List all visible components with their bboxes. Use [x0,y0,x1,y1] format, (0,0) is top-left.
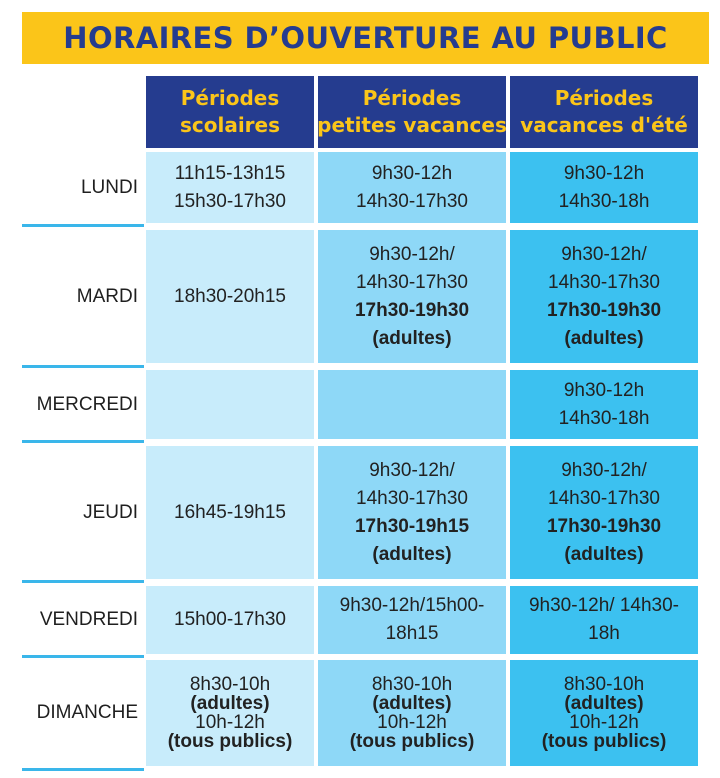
cell-jeudi-vacances-ete [510,446,698,579]
row-divider [22,224,144,227]
time-line: 18h15 [385,623,439,644]
day-label-dimanche: DIMANCHE [36,702,138,723]
time-line: 10h-12h [195,712,265,733]
column-header-petites-vacances [318,76,506,148]
time-line: 15h00-17h30 [174,609,286,630]
time-line: 14h30-17h30 [548,271,660,293]
adult-note: (adultes) [564,543,644,565]
day-label-mercredi: MERCREDI [36,393,138,415]
cell-dimanche-vacances-ete [510,660,698,766]
time-line: 8h30-10h [189,674,271,695]
column-header-line: vacances d'été [520,113,688,137]
adult-note: (adultes) [564,327,644,349]
row-divider [22,768,144,771]
adult-time-line: 17h30-19h30 [546,515,662,537]
column-header-line: Périodes [180,86,280,110]
adult-note: (adultes) [564,693,644,714]
adult-note: (adultes) [372,693,452,714]
cell-mardi-scolaires [146,230,314,363]
public-note: (tous publics) [167,731,293,752]
cell-lundi-scolaires [146,152,314,223]
time-line: 14h30-17h30 [548,487,660,509]
time-line: 9h30-12h/ [369,459,455,481]
adult-note: (adultes) [372,543,452,565]
time-line: 9h30-12h/ 14h30- [528,595,679,616]
cell-dimanche-petites-vacances [318,660,506,766]
time-line: 18h [588,623,620,644]
time-line: 14h30-17h30 [356,487,468,509]
column-header-vacances-ete [510,76,698,148]
row-divider [22,580,144,583]
time-line: 8h30-10h [371,674,453,695]
time-line: 11h15-13h15 [174,162,286,184]
time-line: 9h30-12h [563,162,645,184]
cell-mardi-petites-vacances [318,230,506,363]
column-header-line: scolaires [179,113,281,137]
column-header-line: Périodes [362,86,462,110]
column-header-line: petites vacances [317,113,507,137]
cell-jeudi-petites-vacances [318,446,506,579]
day-label-lundi: LUNDI [80,176,138,198]
cell-vendredi-scolaires [146,586,314,654]
title-banner [22,12,709,64]
day-label-mardi: MARDI [76,285,138,307]
row-divider [22,655,144,658]
time-line: 9h30-12h/ [561,459,647,481]
page-title: HORAIRES D’OUVERTURE AU PUBLIC [63,21,668,55]
column-header-line: Périodes [554,86,654,110]
time-line: 16h45-19h15 [174,501,286,523]
time-line: 18h30-20h15 [174,285,286,307]
cell-vendredi-vacances-ete [510,586,698,654]
column-header-scolaires [146,76,314,148]
time-line: 9h30-12h/15h00- [339,595,485,616]
time-line: 8h30-10h [563,674,645,695]
adult-time-line: 17h30-19h30 [354,299,470,321]
time-line: 14h30-17h30 [356,271,468,293]
adult-note: (adultes) [372,327,452,349]
cell-mercredi-vacances-ete [510,370,698,439]
day-label-vendredi: VENDREDI [39,609,138,630]
cell-lundi-petites-vacances [318,152,506,223]
time-line: 9h30-12h [563,379,645,401]
adult-time-line: 17h30-19h15 [354,515,470,537]
time-line: 10h-12h [569,712,639,733]
row-divider [22,440,144,443]
cell-dimanche-scolaires [146,660,314,766]
cell-mercredi-scolaires [146,370,314,439]
cell-lundi-vacances-ete [510,152,698,223]
public-note: (tous publics) [541,731,667,752]
row-divider [22,365,144,368]
time-line: 9h30-12h/ [561,243,647,265]
day-label-jeudi: JEUDI [83,501,138,523]
public-note: (tous publics) [349,731,475,752]
adult-time-line: 17h30-19h30 [546,299,662,321]
time-line: 15h30-17h30 [174,190,286,212]
time-line: 9h30-12h/ [369,243,455,265]
time-line: 10h-12h [377,712,447,733]
time-line: 9h30-12h [371,162,453,184]
cell-mardi-vacances-ete [510,230,698,363]
adult-note: (adultes) [190,693,270,714]
cell-jeudi-scolaires [146,446,314,579]
time-line: 14h30-17h30 [356,190,468,212]
cell-vendredi-petites-vacances [318,586,506,654]
time-line: 14h30-18h [558,190,650,212]
time-line: 14h30-18h [558,407,650,429]
cell-mercredi-petites-vacances [318,370,506,439]
